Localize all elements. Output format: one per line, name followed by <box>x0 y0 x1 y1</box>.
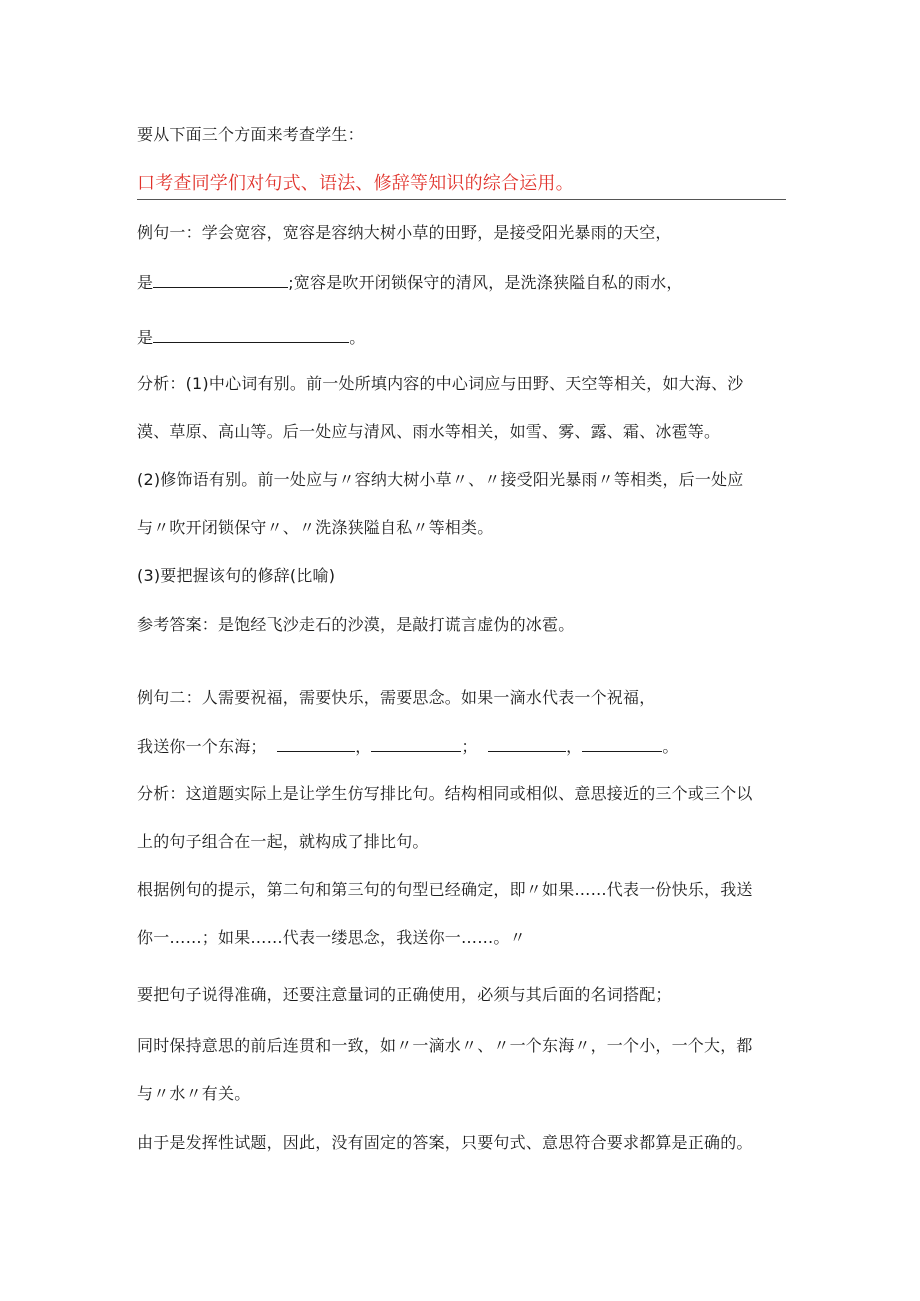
example2-analysis-4: 你一……；如果……代表一缕思念，我送你一……。〃 <box>137 928 526 947</box>
fill-blank-6[interactable] <box>582 735 662 752</box>
fill-blank-4[interactable] <box>371 735 461 752</box>
example2-line1: 例句二：人需要祝福，需要快乐，需要思念。如果一滴水代表一个祝福， <box>137 688 656 707</box>
example1-line2 <box>137 271 683 294</box>
example2-analysis-2: 上的句子组合在一起，就构成了排比句。 <box>137 832 429 851</box>
example1-analysis-5: (3)要把握该句的修辞(比喻) <box>137 566 336 585</box>
example2-conclusion: 由于是发挥性试题，因此，没有固定的答案，只要句式、意思符合要求都算是正确的。 <box>137 1133 753 1152</box>
example2-analysis-6: 同时保持意思的前后连贯和一致，如〃一滴水〃、〃一个东海〃，一个小，一个大，都 <box>137 1036 753 1055</box>
example1-line3-suffix: 。 <box>349 328 366 347</box>
example1-analysis-2: 漠、草原、高山等。后一处应与清风、雨水等相关，如雪、雾、露、霜、冰雹等。 <box>137 422 721 441</box>
intro-text: 要从下面三个方面来考查学生： <box>137 125 364 144</box>
example2-line2 <box>137 735 679 758</box>
example1-line2-suffix: ;宽容是吹开闭锁保守的清风，是洗涤狭隘自私的雨水， <box>288 273 683 292</box>
example1-line3-prefix: 是 <box>137 328 154 347</box>
example1-line1: 例句一：学会宽容，宽容是容纳大树小草的田野，是接受阳光暴雨的天空， <box>137 223 672 242</box>
example1-analysis-3: (2)修饰语有别。前一处应与〃容纳大树小草〃、〃接受阳光暴雨〃等相类，后一处应 <box>137 470 744 489</box>
example1-line3 <box>137 326 365 349</box>
example2-sep-1: ， <box>355 737 372 756</box>
example2-end: 。 <box>662 737 679 756</box>
example2-analysis-3: 根据例句的提示，第二句和第三句的句型已经确定，即〃如果……代表一份快乐，我送 <box>137 880 753 899</box>
example2-sep-2: ； <box>461 737 478 756</box>
fill-blank-1[interactable] <box>153 271 288 288</box>
fill-blank-2[interactable] <box>153 326 349 343</box>
example2-analysis-7: 与〃水〃有关。 <box>137 1084 251 1103</box>
fill-blank-3[interactable] <box>277 735 355 752</box>
example1-line2-prefix: 是 <box>137 273 154 292</box>
fill-blank-5[interactable] <box>488 735 566 752</box>
example2-analysis-1: 分析：这道题实际上是让学生仿写排比句。结构相同或相似、意思接近的三个或三个以 <box>137 784 753 803</box>
example2-sep-3: ， <box>566 737 583 756</box>
example1-analysis-1: 分析：(1)中心词有别。前一处所填内容的中心词应与田野、天空等相关，如大海、沙 <box>137 374 744 393</box>
example2-analysis-5: 要把句子说得准确，还要注意量词的正确使用，必须与其后面的名词搭配； <box>137 985 672 1004</box>
red-heading: 口考查同学们对句式、语法、修辞等知识的综合运用。 <box>137 173 574 194</box>
example2-line2-prefix: 我送你一个东海； <box>137 737 267 756</box>
example1-analysis-4: 与〃吹开闭锁保守〃、〃洗涤狭隘自私〃等相类。 <box>137 518 494 537</box>
heading-divider <box>137 199 786 200</box>
example1-answer: 参考答案：是饱经飞沙走石的沙漠，是敲打谎言虚伪的冰雹。 <box>137 615 575 634</box>
